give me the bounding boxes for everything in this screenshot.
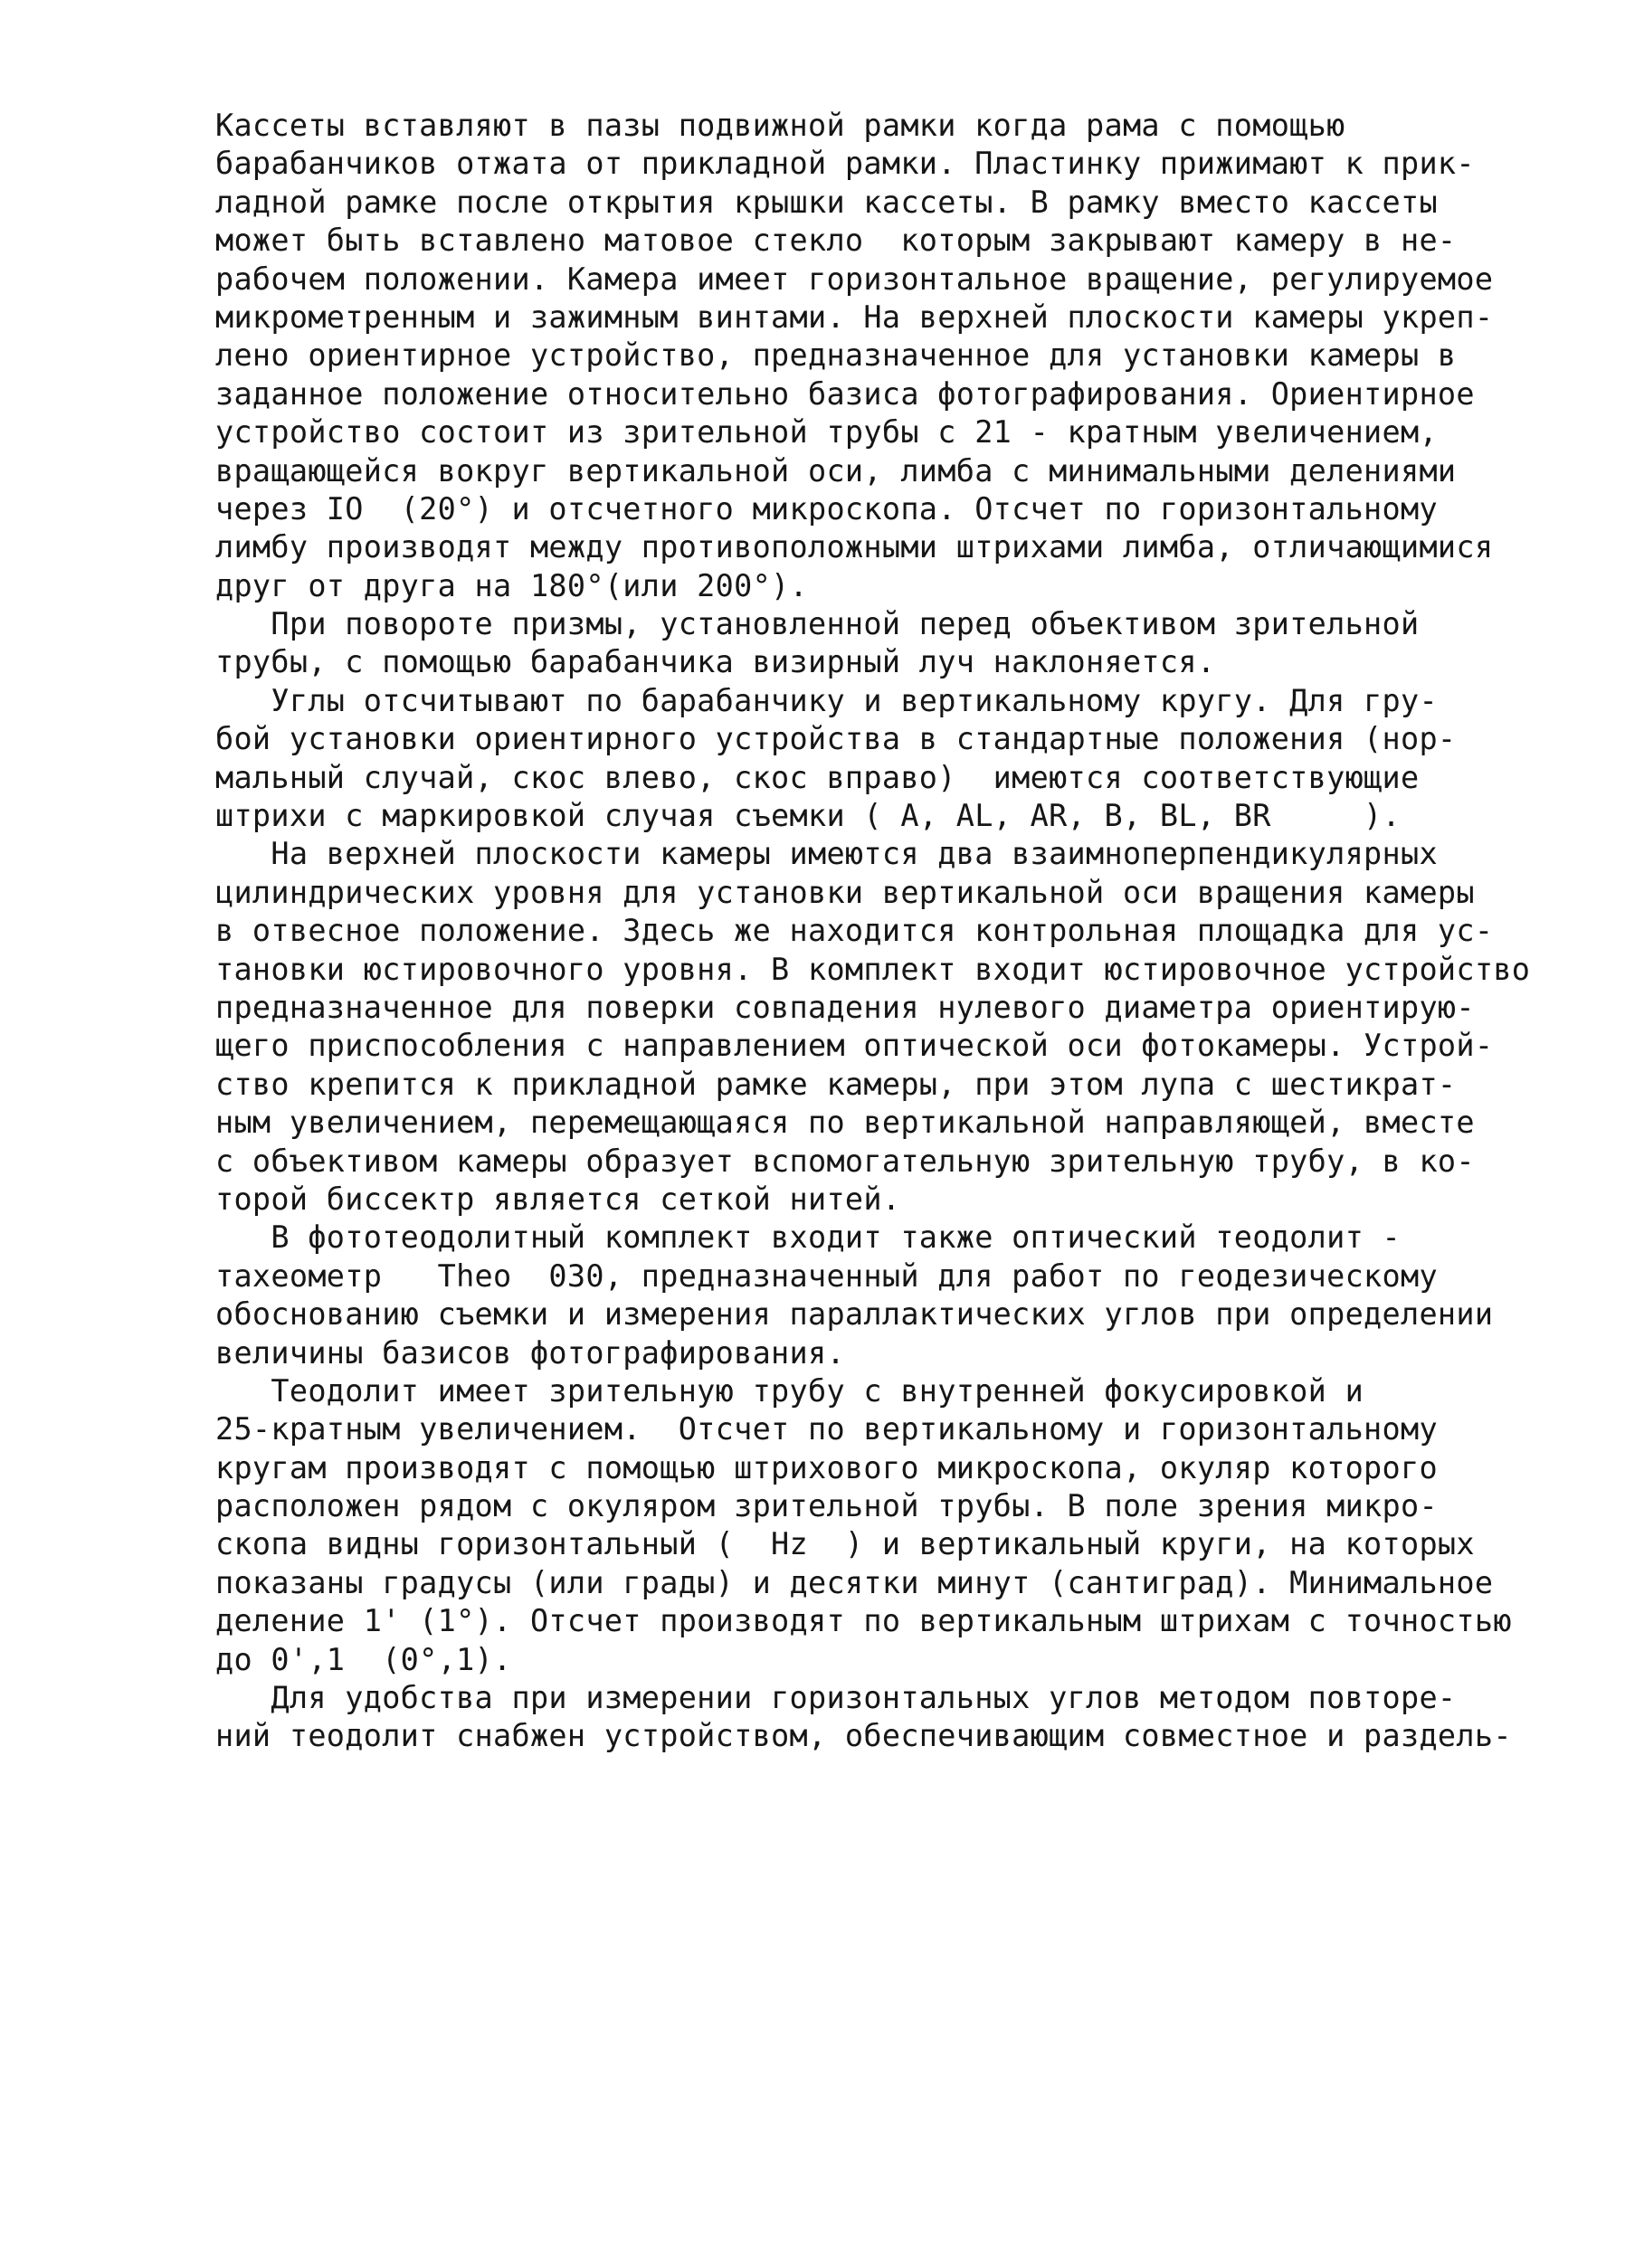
text-line: через IO (20°) и отсчетного микроскопа. Отсчет по горизонтальному (215, 490, 1438, 527)
text-line: тахеометр Theo 030, предназначенный для работ по геодезическому (215, 1257, 1438, 1294)
body-text (215, 107, 1531, 1756)
text-line: цилиндрических уровня для установки вертикальной оси вращения камеры (215, 874, 1475, 910)
text-line: ладной рамке после открытия крышки кассеты. В рамку вместо кассеты (215, 184, 1438, 220)
text-line: расположен рядом с окуляром зрительной трубы. В поле зрения микро- (215, 1488, 1438, 1524)
text-line: в отвесное положение. Здесь же находится контрольная площадка для ус- (215, 913, 1494, 949)
text-line: торой биссектр является сеткой нитей. (215, 1181, 901, 1217)
text-line: Теодолит имеет зрительную трубу с внутренней фокусировкой и (215, 1372, 1364, 1409)
text-line: показаны градусы (или грады) и десятки минут (сантиград). Минимальное (215, 1564, 1494, 1600)
text-line: бой установки ориентирного устройства в стандартные положения (нор- (215, 721, 1457, 757)
text-line: устройство состоит из зрительной трубы с 21 - кратным увеличением, (215, 414, 1438, 451)
text-line: Кассеты вставляют в пазы подвижной рамки когда рама с помощью (215, 108, 1345, 143)
text-line: На верхней плоскости камеры имеются два взаимноперпендикулярных (215, 836, 1438, 872)
text-line: вращающейся вокруг вертикальной оси, лимба с минимальными делениями (215, 452, 1457, 489)
text-line: микрометренным и зажимным винтами. На верхней плоскости камеры укреп- (215, 299, 1494, 335)
text-line: 25-кратным увеличением. Отсчет по вертикальному и горизонтальному (215, 1411, 1438, 1447)
text-line: рабочем положении. Камера имеет горизонтальное вращение, регулируемое (215, 261, 1494, 297)
text-line: щего приспособления с направлением оптической оси фотокамеры. Устрой- (215, 1028, 1494, 1064)
text-line: заданное положение относительно базиса фотографирования. Ориентирное (215, 375, 1475, 412)
text-line: лено ориентирное устройство, предназначенное для установки камеры в (215, 337, 1457, 374)
text-line: кругам производят с помощью штрихового микроскопа, окуляр которого (215, 1449, 1438, 1485)
text-line: с объективом камеры образует вспомогательную зрительную трубу, в ко- (215, 1143, 1475, 1179)
text-line: ний теодолит снабжен устройством, обеспечивающим совместное и раздель- (215, 1718, 1512, 1754)
text-line: барабанчиков отжата от прикладной рамки. Пластинку прижимают к прик- (215, 146, 1475, 182)
text-line: Углы отсчитывают по барабанчику и вертикальному кругу. Для гру- (215, 682, 1438, 718)
text-line: друг от друга на 180°(или 200°). (215, 567, 808, 603)
text-line: ным увеличением, перемещающаяся по вертикальной направляющей, вместе (215, 1105, 1475, 1141)
text-line: скопа видны горизонтальный ( Hz ) и вертикальный круги, на которых (215, 1526, 1475, 1562)
text-line: величины базисов фотографирования. (215, 1334, 845, 1371)
text-line: тановки юстировочного уровня. В комплект входит юстировочное устройство (215, 951, 1531, 987)
text-line: до 0',1 (0°,1). (215, 1641, 512, 1677)
text-line: При повороте призмы, установленной перед объективом зрительной (215, 606, 1420, 642)
text-line: В фототеодолитный комплект входит также оптический теодолит - (215, 1219, 1401, 1256)
text-line: может быть вставлено матовое стекло которым закрывают камеру в не- (215, 223, 1457, 259)
text-line: обоснованию съемки и измерения параллактических углов при определении (215, 1296, 1494, 1333)
text-line: предназначенное для поверки совпадения нулевого диаметра ориентирую- (215, 989, 1475, 1025)
text-line: трубы, с помощью барабанчика визирный луч наклоняется. (215, 644, 1216, 680)
text-line: ство крепится к прикладной рамке камеры, при этом лупа с шестикрат- (215, 1066, 1457, 1102)
text-line: лимбу производят между противоположными штрихами лимба, отличающимися (215, 529, 1494, 565)
text-line: Для удобства при измерении горизонтальных углов методом повторе- (215, 1680, 1457, 1716)
text-line: штрихи с маркировкой случая съемки ( A, AL, AR, B, BL, BR ). (215, 798, 1401, 834)
text-line: деление 1' (1°). Отсчет производят по вертикальным штрихам с точностью (215, 1603, 1512, 1639)
text-line: мальный случай, скос влево, скос вправо) имеются соответствующие (215, 759, 1420, 795)
